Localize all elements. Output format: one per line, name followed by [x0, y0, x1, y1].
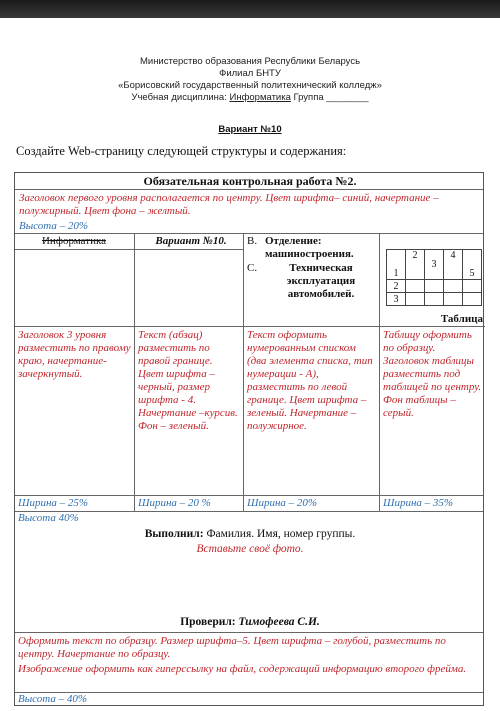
width-col1: Ширина – 25% [18, 497, 89, 509]
desc-col2: Текст (абзац) разместить по правой границе. Цвет шрифта – черный, размер шрифта - 4. Начертание –курсив. Фон – зеленый. [138, 329, 238, 432]
college-line: «Борисовский государственный политехнический колледж» [118, 80, 382, 91]
table-caption: Таблица [440, 313, 483, 325]
rule [15, 511, 483, 512]
frame3-height: Высота – 40% [18, 693, 88, 705]
checked-value: Тимофеева С.И. [235, 616, 320, 628]
group-value: ________ [326, 92, 369, 103]
checked-line [15, 616, 485, 629]
rule [15, 233, 483, 234]
frame2-height: Высота 40% [18, 512, 79, 524]
group-label: Группа [293, 92, 324, 103]
rule [15, 632, 483, 633]
list-item: C. Техническая эксплуатация автомобилей. [247, 262, 356, 300]
task-text: Создайте Web-страницу следующей структуры и содержания: [16, 144, 347, 158]
sample-table: 1 2 3 4 5 2 3 [386, 249, 482, 306]
frame3-instruction1: Оформить текст по образцу. Размер шрифта–5. Цвет шрифта – голубой, разместить по центру. Начертание по образцу. [18, 635, 446, 660]
col2-title: Вариант №10. [155, 235, 227, 247]
done-value: Фамилия. Имя, номер группы. [203, 528, 356, 540]
branch-line: Филиал БНТУ [219, 68, 281, 79]
desc-col4: Таблицу оформить по образцу. Заголовок таблицы разместить под таблицей по центру. Фон таблицы – серый. [383, 329, 482, 419]
column-divider [134, 233, 135, 511]
done-line [15, 528, 485, 541]
rule [15, 326, 485, 327]
variant-title: Вариант №10 [218, 124, 282, 135]
width-col2: Ширина – 20 % [138, 497, 211, 509]
discipline-label: Учебная дисциплина: [131, 92, 227, 103]
desc-col3: Текст оформить нумерованным списком (два элемента списка, тип нумерации - А), разместить по левой границе. Цвет шрифта – зеленый. Начертание – полужирное. [247, 329, 373, 432]
desc-col1: Заголовок 3 уровня разместить по правому краю, начертание- зачеркнутый. [18, 329, 131, 380]
lettered-list [247, 235, 377, 301]
checked-label: Проверил: [180, 616, 236, 628]
done-label: Выполнил: [144, 528, 204, 540]
list-item: B. Отделение: машиностроения. [247, 235, 354, 260]
top-dark-bar [0, 0, 500, 18]
photo-placeholder: Вставьте своё фото. [196, 543, 304, 555]
rule [15, 495, 483, 496]
frame1-instruction: Заголовок первого уровня располагается по центру. Цвет шрифта– синий, начертание – полужирный. Цвет фона – желтый. [19, 192, 439, 217]
discipline-line [0, 92, 500, 104]
ministry-line: Министерство образования Республики Беларусь [139, 56, 361, 67]
width-col4: Ширина – 35% [383, 497, 454, 509]
rule [15, 249, 243, 250]
column-divider [243, 233, 244, 511]
frame1-height: Высота – 20% [19, 220, 89, 232]
layout-frame [14, 172, 484, 706]
rule [15, 189, 483, 190]
column-divider [379, 233, 380, 511]
width-col3: Ширина – 20% [247, 497, 318, 509]
frame3-instruction2: Изображение оформить как гиперссылку на файл, содержащий информацию второго фрейма. [18, 663, 467, 675]
main-heading: Обязательная контрольная работа №2. [143, 174, 357, 188]
discipline-value: Информатика [229, 92, 291, 103]
col1-title: Информатика [41, 235, 107, 247]
